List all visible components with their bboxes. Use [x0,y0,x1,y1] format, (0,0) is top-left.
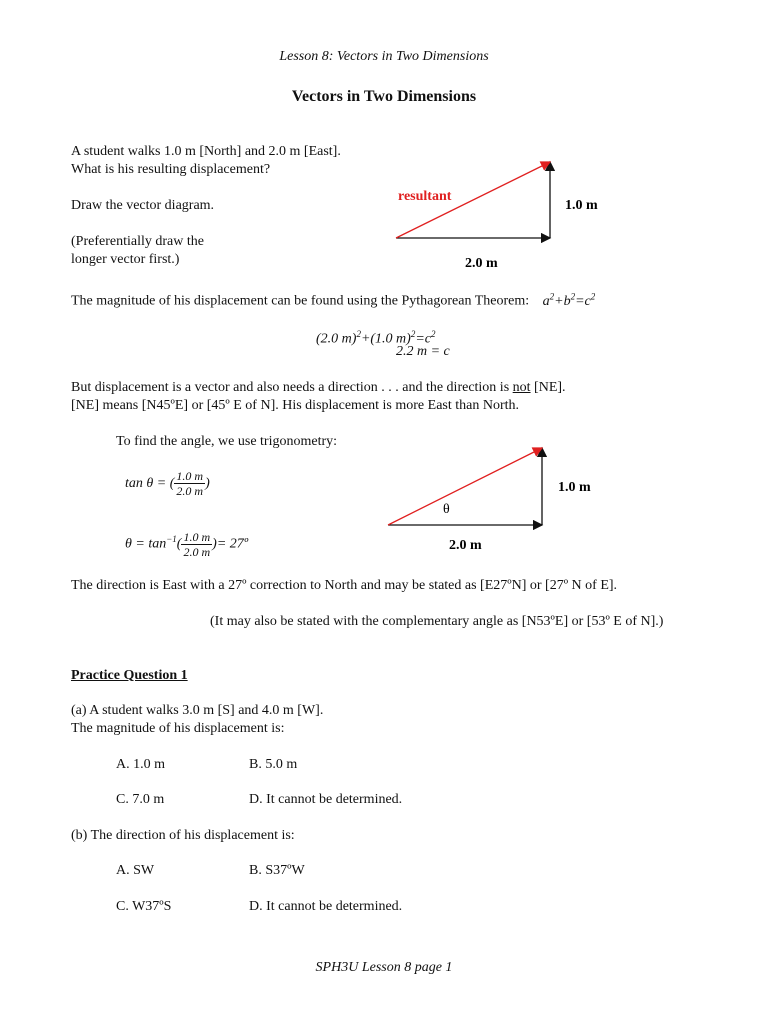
direction-note-2: [NE] means [N45ºE] or [45º E of N]. His displacement is more East than North. [71,398,520,413]
resultant-label: resultant [398,189,452,204]
trig-intro: To find the angle, we use trigonometry: [116,434,338,449]
qb-option-c: C. W37ºS [116,899,172,914]
question-b-line: (b) The direction of his displacement is: [71,828,295,843]
draw-instruction: Draw the vector diagram. [71,198,215,213]
preference-note-1: (Preferentially draw the [71,234,204,249]
practice-heading: Practice Question 1 [71,668,188,683]
preference-note-2: longer vector first.) [71,252,180,267]
horizontal-label: 2.0 m [449,538,482,553]
tan-equation: tan θ = ( $\frac{1.0 m}{2.0 m}$ ) [125,469,210,499]
vertical-label: 1.0 m [565,198,598,213]
conclusion-line-2: (It may also be stated with the complementary angle as [N53ºE] or [53º E of N].) [210,614,664,629]
qa-option-a: A. 1.0 m [116,757,165,772]
question-a-line-1: (a) A student walks 3.0 m [S] and 4.0 m [W]. [71,703,324,718]
running-header: Lesson 8: Vectors in Two Dimensions [279,49,489,64]
intro-line-2: What is his resulting displacement? [71,162,271,177]
equation-1: (2.0 m)$^2$+(1.0 $m)^2=c^2$ [316,329,436,347]
conclusion-line-1: The direction is East with a 27º correction to North and may be stated as [E27ºN] or [27º N of E]. [71,578,618,593]
resultant-vector [388,448,542,525]
question-a-line-2: The magnitude of his displacement is: [71,721,285,736]
intro-line-1: A student walks 1.0 m [North] and 2.0 m [East]. [71,144,341,159]
pythagoras-sentence: The magnitude of his displacement can be found using the Pythagorean Theorem: [71,293,530,309]
vector-diagram-1 [380,150,630,275]
qa-option-c: C. 7.0 m [116,792,165,807]
page-title: Vectors in Two Dimensions [291,88,477,105]
qb-option-a: A. SW [116,863,155,878]
vertical-label: 1.0 m [558,480,591,495]
vector-diagram-2 [375,440,625,560]
theta-equation: $\theta = \tan^{-1}$( $\frac{1.0 m}{2.0 m}$ )= 27º [125,529,249,559]
qb-option-b: B. S37ºW [249,863,305,878]
qa-option-d: D. It cannot be determined. [249,792,403,807]
horizontal-label: 2.0 m [465,256,498,271]
page-footer: SPH3U Lesson 8 page 1 [315,960,453,975]
pythagoras-formula: $a^2+b^2=c^2$ [542,291,596,309]
qb-option-d: D. It cannot be determined. [249,899,403,914]
qa-option-b: B. 5.0 m [249,757,298,772]
theta-label: θ [443,502,450,517]
direction-note-1: But displacement is a vector and also needs a direction . . . and the direction is not [NE]. [71,380,566,395]
equation-2: 2.2 m = c [396,344,450,359]
pythagoras-text [71,287,595,311]
